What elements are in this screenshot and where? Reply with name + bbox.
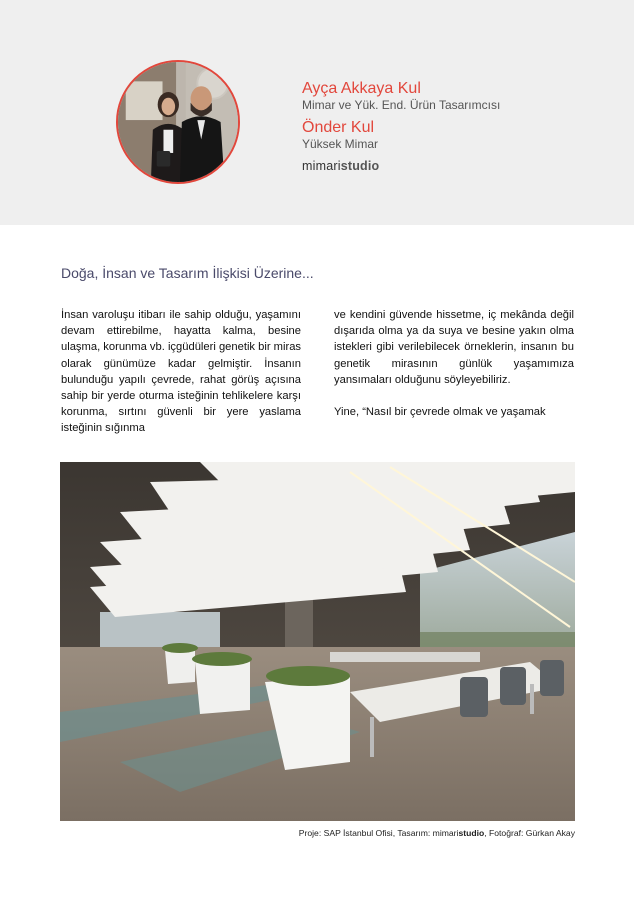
author-title-1: Mimar ve Yük. End. Ürün Tasarımcısı (302, 98, 501, 112)
office-photo (60, 462, 575, 821)
caption-prefix: Proje: SAP İstanbul Ofisi, Tasarım: (298, 828, 433, 838)
caption-suffix: , Fotoğraf: Gürkan Akay (484, 828, 575, 838)
authors-block (302, 80, 500, 173)
author-title-2: Yüksek Mimar (302, 137, 379, 151)
photo-caption (299, 828, 575, 838)
article-paragraph: Yine, “Nasıl bir çevrede olmak ve yaşamak (334, 406, 546, 419)
article-column-left (61, 307, 301, 437)
caption-brand-part-2: studio (458, 828, 485, 838)
brand-logo-part-1: mimari (302, 159, 341, 173)
article-title: Doğa, İnsan ve Tasarım İlişkisi Üzerine... (61, 265, 314, 281)
article-column-right (334, 307, 574, 420)
author-name-2: Önder Kul (302, 119, 375, 136)
article-paragraph: İnsan varoluşu itibarı ile sahip olduğu, yaşamını devam ettirebilme, hayatta kalma, besine ulaşma, korunma vb. içgüdüleri genetik bir miras olarak günümüze kadar gelmiştir. İnsanın bulunduğu yapılı çevrede, rahat görüş açısına sahip bir yerde oturma isteğinin tehlikelere karşı korunma, sırtını güvenli bir yere yaslama isteğinin sığınma (61, 309, 302, 435)
author-portrait (116, 60, 240, 184)
author-portrait-photo (118, 62, 238, 182)
article-paragraph: ve kendini güvende hissetme, iç mekânda değil dışarıda olma ya da suya ve besine yakın olma istekleri gibi verilebilecek örneklerin, insanın bu genetik mirasının günlük yaşamımıza yansımaları olduğunu söyleyebiliriz. (334, 309, 574, 386)
author-name-1: Ayça Akkaya Kul (302, 80, 421, 97)
office-photo-image (60, 462, 575, 821)
caption-brand-part-1: mimari (432, 828, 459, 838)
brand-logo-part-2: studio (340, 159, 380, 173)
brand-logo (302, 159, 500, 173)
